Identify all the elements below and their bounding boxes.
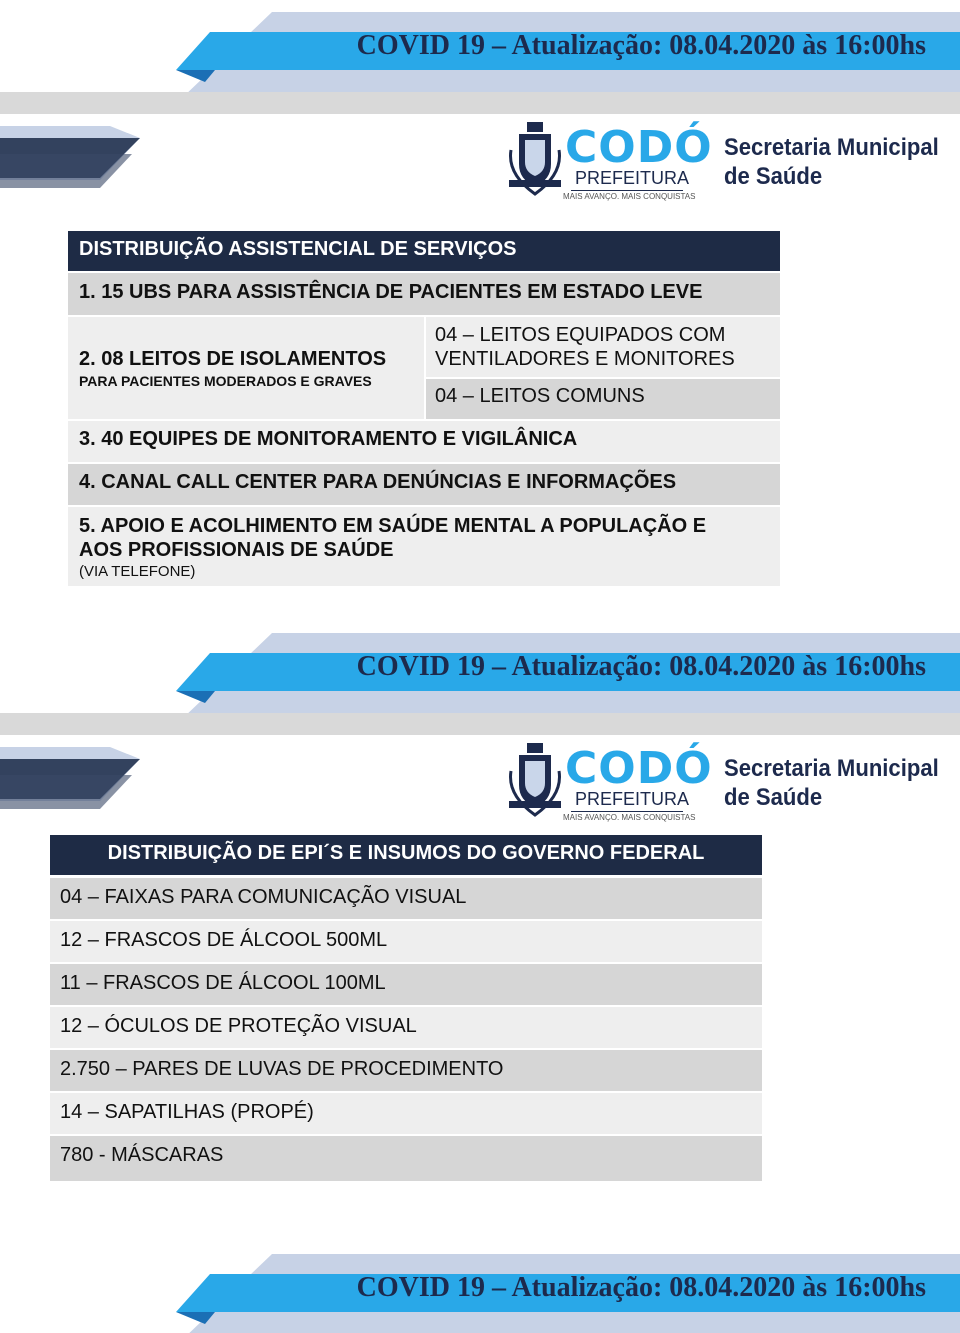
service-item-4 [68,464,780,505]
service-item-3 [68,421,780,462]
epi-row: 04 – FAIXAS PARA COMUNICAÇÃO VISUAL [50,878,762,919]
epi-row: 12 – FRASCOS DE ÁLCOOL 500ML [50,921,762,962]
corner-ribbon [0,739,145,819]
epi-row: 14 – SAPATILHAS (PROPÉ) [50,1093,762,1134]
secretaria-line-2: de Saúde [724,163,823,190]
epi-row: 11 – FRASCOS DE ÁLCOOL 100ML [50,964,762,1005]
epi-row: 2.750 – PARES DE LUVAS DE PROCEDIMENTO [50,1050,762,1091]
services-table-title: DISTRIBUIÇÃO ASSISTENCIAL DE SERVIÇOS [68,231,780,271]
secretaria-line-2: de Saúde [724,784,823,811]
secretaria-line-1: Secretaria Municipal [724,755,939,782]
service-item-1-text: 1. 15 UBS PARA ASSISTÊNCIA DE PACIENTES EM ESTADO LEVE [79,281,703,303]
secretaria-title [724,754,939,812]
detail-2-text: 04 – LEITOS COMUNS [435,385,645,407]
coat-of-arms-icon [505,741,565,825]
divider-strip [0,92,960,114]
epi-row: 12 – ÓCULOS DE PROTEÇÃO VISUAL [50,1007,762,1048]
service-item-2 [68,317,424,419]
service-item-1 [68,273,780,315]
logo-sub: PREFEITURA [575,789,690,809]
logo-slogan: MAIS AVANÇO. MAIS CONQUISTAS [563,192,696,201]
secretaria-title [724,133,939,191]
divider-strip [0,713,960,735]
service-item-5-note: (VIA TELEFONE) [79,563,196,580]
update-banner-3 [0,1252,960,1333]
banner-title: COVID 19 – Atualização: 08.04.2020 às 16:00hs [356,1272,926,1303]
secretaria-line-1: Secretaria Municipal [724,134,939,161]
logo-name: CODÓ [565,743,713,794]
epi-row: 780 - MÁSCARAS [50,1136,762,1181]
epis-table-title: DISTRIBUIÇÃO DE EPI´S E INSUMOS DO GOVERNO FEDERAL [50,835,762,875]
service-item-2-detail-2 [426,379,780,419]
coat-of-arms-icon [505,120,565,204]
logo-underline [571,811,683,812]
prefeitura-logo [505,120,713,208]
service-item-5-line-2: AOS PROFISSIONAIS DE SAÚDE [79,539,394,561]
service-item-3-text: 3. 40 EQUIPES DE MONITORAMENTO E VIGILÂNICA [79,428,578,450]
corner-ribbon [0,118,145,198]
logo-name: CODÓ [565,122,713,173]
banner-title: COVID 19 – Atualização: 08.04.2020 às 16:00hs [356,30,926,61]
banner-title: COVID 19 – Atualização: 08.04.2020 às 16:00hs [356,651,926,682]
logo-underline [571,190,683,191]
logo-sub: PREFEITURA [575,168,690,188]
service-item-4-text: 4. CANAL CALL CENTER PARA DENÚNCIAS E INFORMAÇÕES [79,471,677,493]
service-item-5 [68,507,780,586]
logo-slogan: MAIS AVANÇO. MAIS CONQUISTAS [563,813,696,822]
prefeitura-logo [505,741,713,829]
service-item-5-line-1: 5. APOIO E ACOLHIMENTO EM SAÚDE MENTAL A POPULAÇÃO E [79,515,707,537]
detail-1-line-2: VENTILADORES E MONITORES [435,348,735,370]
service-item-2-detail-1 [426,317,780,377]
service-item-2-sub: PARA PACIENTES MODERADOS E GRAVES [79,373,372,389]
service-item-2-title: 2. 08 LEITOS DE ISOLAMENTOS [79,348,387,370]
detail-1-line-1: 04 – LEITOS EQUIPADOS COM [435,324,726,346]
